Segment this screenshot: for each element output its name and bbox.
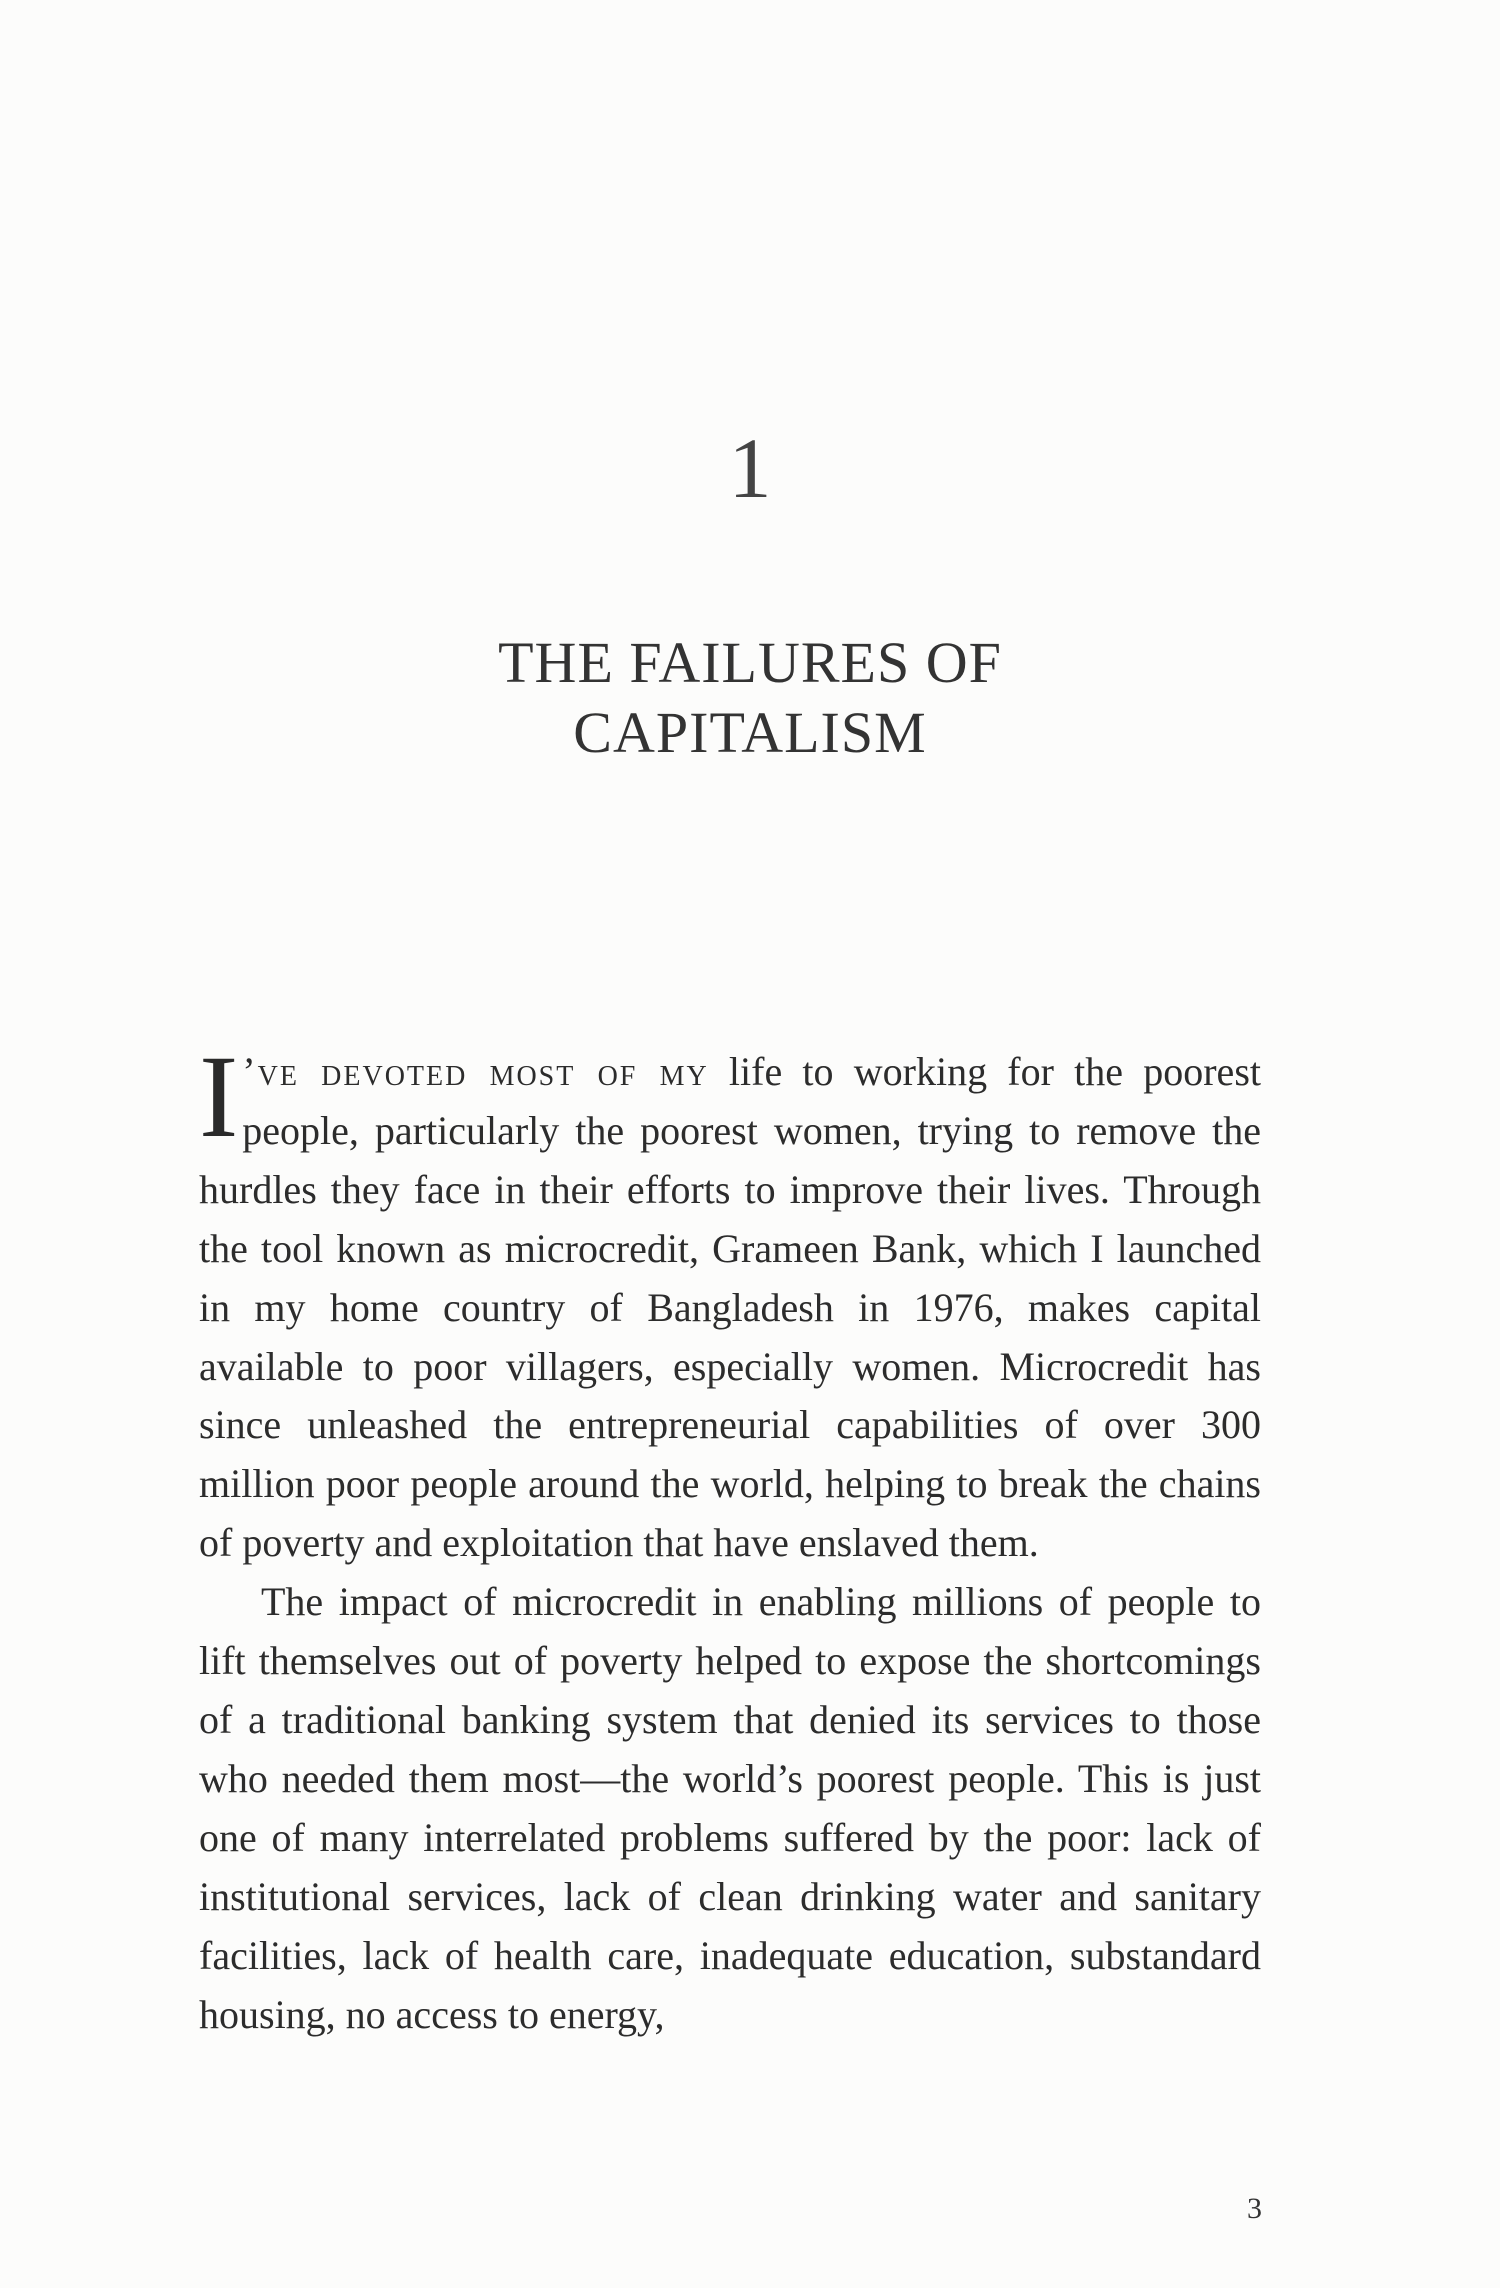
drop-cap: I [199, 1031, 239, 1162]
chapter-title [0, 628, 1500, 768]
paragraph-1-text: life to working for the poorest people, particularly the poorest women, trying to remove the hurdles they face in their efforts to improve their lives. Through the tool known as microcredit, Grameen Bank, which I launched in my home country of Bangladesh in 1976, makes capital available to poor villagers, especially women. Microcredit has since unleashed the entrepreneurial capabilities of over 300 million poor people around the world, helping to break the chains of poverty and exploitation that have enslaved them. [199, 1049, 1261, 1566]
page-number: 3 [1247, 2192, 1262, 2225]
chapter-title-line-2: CAPITALISM [573, 700, 927, 765]
body-text [199, 1031, 1261, 2044]
paragraph-1 [199, 1031, 1261, 1573]
lead-in-small-caps: ’ve devoted most of my [242, 1049, 709, 1094]
paragraph-2-text: The impact of microcredit in enabling millions of people to lift themselves out of poverty helped to expose the shortcomings of a traditional banking system that denied its services to those who needed them most—the world’s poorest people. This is just one of many interrelated problems suffered by the poor: lack of institutional services, lack of clean drinking water and sanitary facilities, lack of health care, inadequate education, substandard housing, no access to energy, [199, 1579, 1261, 2037]
chapter-number: 1 [728, 420, 772, 516]
paragraph-2 [199, 1573, 1261, 2044]
chapter-title-line-1: THE FAILURES OF [498, 630, 1002, 695]
